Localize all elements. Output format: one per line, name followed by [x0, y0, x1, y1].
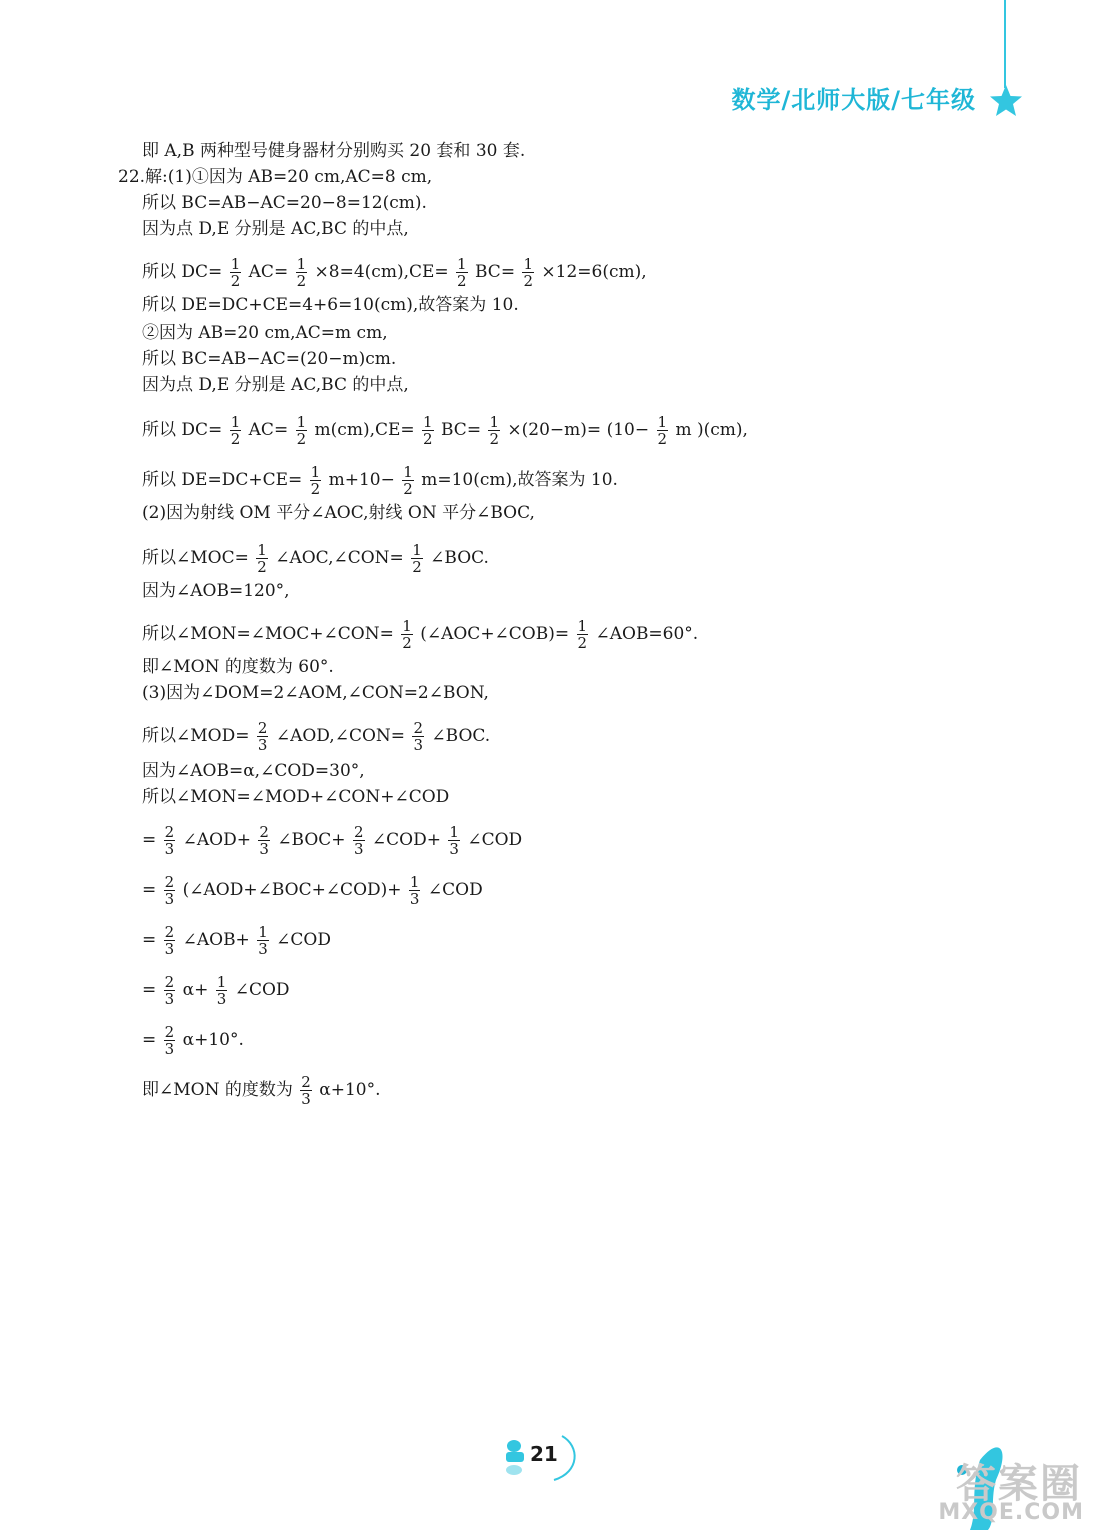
text-seg: ×12=6(cm), [541, 262, 647, 282]
text-seg: BC= [441, 420, 482, 440]
formula-line [142, 824, 522, 857]
fraction: $\frac{1}{2}$ [296, 413, 307, 448]
fraction: $\frac{1}{2}$ [310, 463, 321, 498]
text-seg: ∠AOD+ [182, 830, 251, 850]
formula-line [142, 1074, 381, 1107]
text-seg: (∠AOC+∠COB)= [420, 624, 570, 644]
header-subject: 数学/北师大版/七年级 [731, 86, 976, 114]
text-seg: AC= [248, 262, 289, 282]
fraction: $\frac{2}{3}$ [259, 823, 269, 858]
fraction: $\frac{1}{2}$ [257, 541, 267, 576]
fraction: $\frac{2}{3}$ [413, 719, 423, 754]
fraction: $\frac{1}{2}$ [402, 617, 412, 652]
text-line: 因为∠AOB=α,∠COD=30°, [142, 761, 365, 781]
text-seg: (10− [606, 420, 650, 440]
text-seg: = [142, 930, 157, 950]
text-seg: = [142, 980, 157, 1000]
text-seg: 所以 DC= [142, 420, 223, 440]
text-seg: = [142, 830, 157, 850]
formula-line [142, 618, 698, 651]
text-line: 所以 BC=AB−AC=(20−m)cm. [142, 349, 397, 369]
text-line: 22.解:(1)①因为 AB=20 cm,AC=8 cm, [118, 167, 433, 187]
text-seg: AC= [248, 420, 289, 440]
header-decor-line [1004, 0, 1006, 88]
formula-line [142, 464, 618, 497]
watermark-text-cn: 答案圈 [956, 1461, 1082, 1507]
fraction: $\frac{1}{2}$ [423, 413, 433, 448]
formula-line [142, 974, 290, 1007]
fraction: $\frac{2}{3}$ [164, 973, 175, 1008]
text-seg: 即∠MON 的度数为 [142, 1080, 293, 1100]
text-line: 所以∠MON=∠MOD+∠CON+∠COD [142, 787, 450, 807]
fraction: $\frac{1}{2}$ [577, 617, 588, 652]
fraction: $\frac{1}{3}$ [258, 923, 268, 958]
star-icon [988, 84, 1024, 118]
fraction: $\frac{2}{3}$ [301, 1073, 311, 1108]
text-line: ②因为 AB=20 cm,AC=m cm, [142, 323, 388, 343]
text-seg: ∠AOC,∠CON= [275, 548, 404, 568]
fraction: $\frac{2}{3}$ [164, 823, 175, 858]
formula-line [142, 256, 647, 289]
fraction: $\frac{1}{2}$ [657, 413, 668, 448]
fraction: $\frac{2}{3}$ [353, 823, 364, 858]
page-number: 21 [530, 1442, 558, 1466]
text-seg: ∠BOC+ [277, 830, 346, 850]
text-seg: ∠COD+ [371, 830, 441, 850]
formula-line [142, 874, 483, 907]
text-seg: ∠AOB=60°. [595, 624, 699, 644]
fraction: $\frac{1}{2}$ [523, 255, 534, 290]
formula-line [142, 542, 489, 575]
formula-line [142, 1024, 244, 1057]
text-seg: ×8=4(cm),CE= [314, 262, 449, 282]
text-seg: ∠BOC. [431, 726, 491, 746]
text-seg: ∠AOB+ [182, 930, 250, 950]
text-seg: ∠COD [427, 880, 483, 900]
text-seg: ∠BOC. [430, 548, 489, 568]
fraction: $\frac{1}{3}$ [409, 873, 420, 908]
fraction: $\frac{2}{3}$ [164, 1023, 175, 1058]
fraction: $\frac{1}{2}$ [230, 413, 241, 448]
text-line: 因为点 D,E 分别是 AC,BC 的中点, [142, 219, 409, 239]
text-seg: 所以 DC= [142, 262, 223, 282]
text-seg: = [142, 1030, 157, 1050]
fraction: $\frac{2}{3}$ [164, 873, 175, 908]
text-seg: (∠AOD+∠BOC+∠COD)+ [182, 880, 402, 900]
text-seg: m(cm),CE= [314, 420, 415, 440]
fraction: $\frac{1}{2}$ [457, 255, 467, 290]
formula-line [142, 720, 490, 753]
text-seg: ∠COD [467, 830, 523, 850]
text-seg: 所以∠MOD= [142, 726, 250, 746]
text-seg: α+10°. [319, 1080, 381, 1100]
text-seg: m+10− [328, 470, 395, 490]
text-seg: m=10(cm),故答案为 10. [421, 470, 618, 490]
text-line: 因为∠AOB=120°, [142, 581, 290, 601]
fraction: $\frac{1}{2}$ [230, 255, 241, 290]
text-seg: 所以∠MON=∠MOC+∠CON= [142, 624, 394, 644]
text-seg: α+10°. [182, 1030, 244, 1050]
text-line: 即∠MON 的度数为 60°. [142, 657, 334, 677]
text-line: 即 A,B 两种型号健身器材分别购买 20 套和 30 套. [142, 141, 526, 161]
text-seg: = [142, 880, 157, 900]
text-seg: ∠AOD,∠CON= [275, 726, 406, 746]
fraction: $\frac{2}{3}$ [164, 923, 175, 958]
fraction: $\frac{1}{2}$ [296, 255, 307, 290]
text-seg: ∠COD [276, 930, 331, 950]
formula-line [142, 924, 331, 957]
fraction: $\frac{1}{2}$ [403, 463, 413, 498]
fraction: $\frac{1}{2}$ [489, 413, 500, 448]
text-line: (2)因为射线 OM 平分∠AOC,射线 ON 平分∠BOC, [142, 503, 535, 523]
text-seg: 所以∠MOC= [142, 548, 249, 568]
text-seg: ×(20−m)= [507, 420, 602, 440]
text-seg: m [675, 420, 692, 440]
formula-line [142, 414, 748, 447]
text-line: 因为点 D,E 分别是 AC,BC 的中点, [142, 375, 409, 395]
text-line: 所以 DE=DC+CE=4+6=10(cm),故答案为 10. [142, 295, 519, 315]
text-seg: BC= [475, 262, 516, 282]
text-seg: α+ [182, 980, 209, 1000]
text-seg: ∠COD [234, 980, 290, 1000]
text-line: 所以 BC=AB−AC=20−8=12(cm). [142, 193, 427, 213]
fraction: $\frac{1}{3}$ [216, 973, 227, 1008]
fraction: $\frac{1}{3}$ [449, 823, 459, 858]
fraction: $\frac{2}{3}$ [257, 719, 268, 754]
text-seg: )(cm), [696, 420, 748, 440]
text-seg: 所以 DE=DC+CE= [142, 470, 303, 490]
fraction: $\frac{1}{2}$ [412, 541, 422, 576]
watermark-text-en: MXQE.COM [938, 1500, 1084, 1525]
text-line: (3)因为∠DOM=2∠AOM,∠CON=2∠BON, [142, 683, 489, 703]
